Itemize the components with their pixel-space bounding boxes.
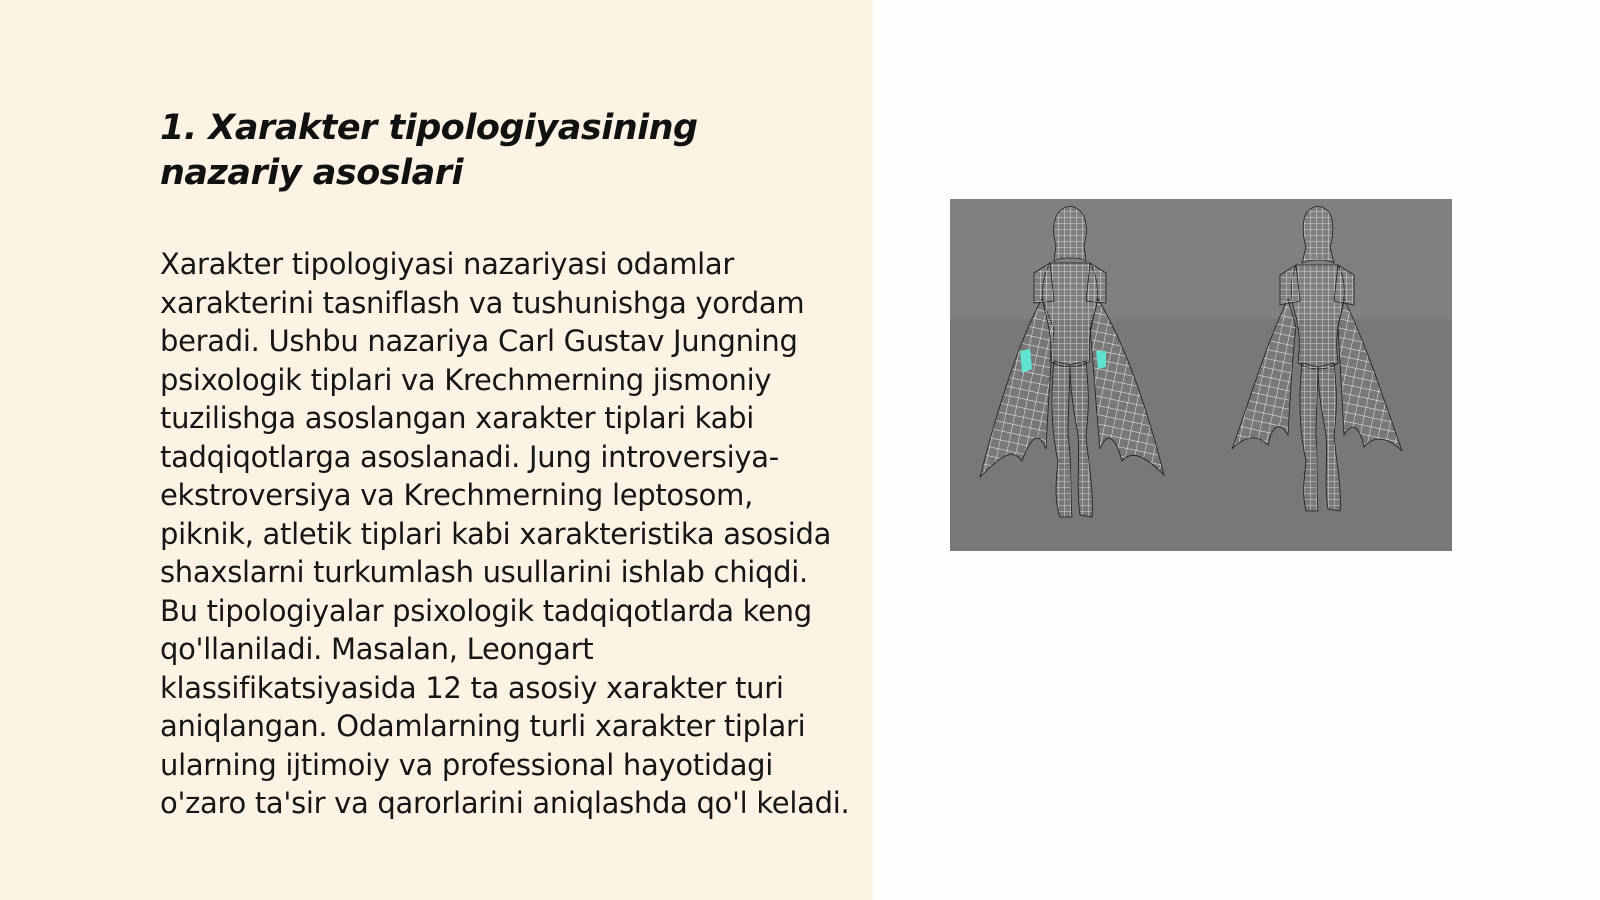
- wireframe-model-image: [950, 199, 1452, 551]
- slide-title: 1. Xarakter tipologiyasining nazariy asoslari: [160, 108, 698, 193]
- slide-body-text: Xarakter tipologiyasi nazariyasi odamlar xarakterini tasniflash va tushunishga yordam beradi. Ushbu nazariya Carl Gustav Jungning psixologik tiplari va Krechmerning jismoniy tuzilishga asoslangan xarakter tiplari kabi tadqiqotlarga asoslanadi. Jung introversiya-ekstroversiya va Krechmerning leptosom, piknik, atletik tiplari kabi xarakteristika asosida shaxslarni turkumlash usullarini ishlab chiqdi. Bu tipologiyalar psixologik tadqiqotlarda keng qo'llaniladi. Masalan, Leongart klassifikatsiyasida 12 ta asosiy xarakter turi aniqlangan. Odamlarning turli xarakter tiplari ularning ijtimoiy va professional hayotidagi o'zaro ta'sir va qarorlarini aniqlashda qo'l keladi.: [160, 247, 850, 820]
- wireframe-illustration: [950, 199, 1452, 551]
